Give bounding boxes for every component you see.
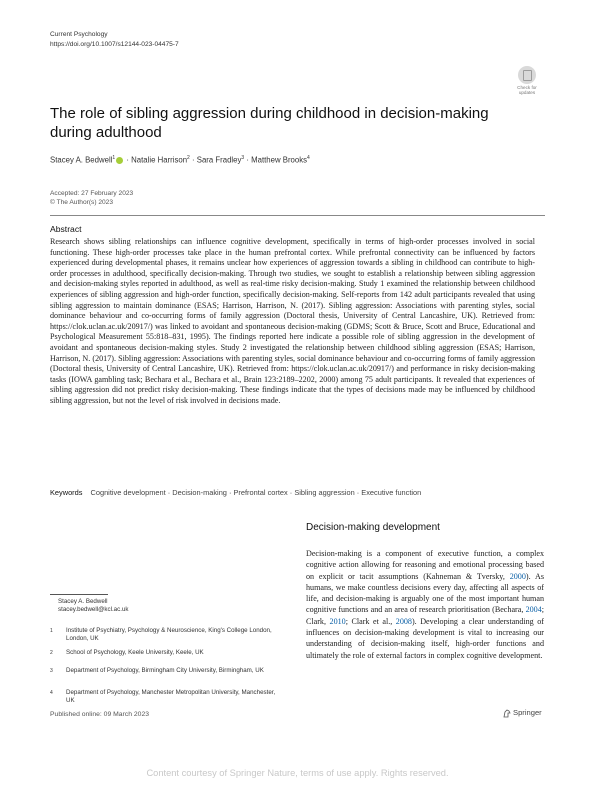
paragraph-text: ). Developing a clear understanding of influences on decision-making development is vital to increasing our understanding of decision-making itself, high-order functions and ultimately the role of external factors in complex cognitive development. bbox=[306, 616, 544, 660]
keywords-label: Keywords bbox=[50, 488, 83, 497]
affiliation-number: 3 bbox=[50, 668, 53, 674]
author-name[interactable]: Sara Fradley bbox=[196, 155, 242, 165]
section-paragraph bbox=[306, 548, 544, 661]
paragraph-text: ; Clark, bbox=[306, 605, 544, 626]
springer-horse-icon bbox=[503, 709, 511, 718]
update-icon bbox=[518, 66, 536, 84]
article-title: The role of sibling aggression during childhood in decision-making during adulthood bbox=[50, 105, 489, 141]
keyword-term: Cognitive development bbox=[90, 488, 166, 497]
article-dates bbox=[50, 189, 133, 207]
affiliation: Department of Psychology, Birmingham City University, Birmingham, UK bbox=[66, 667, 264, 674]
affiliation-number: 1 bbox=[50, 628, 53, 634]
citation-link[interactable]: 2004 bbox=[525, 605, 542, 615]
doi-link[interactable]: https://doi.org/10.1007/s12144-023-04475-7 bbox=[50, 40, 179, 48]
abstract-heading: Abstract bbox=[50, 224, 82, 234]
keywords: Keywords Cognitive development · Decision-making · Prefrontal cortex · Sibling aggression · Executive function bbox=[50, 488, 422, 497]
orcid-icon[interactable] bbox=[116, 157, 123, 164]
citation-link[interactable]: 2008 bbox=[395, 616, 412, 626]
keyword-term: Executive function bbox=[361, 488, 422, 497]
journal-name: Current Psychology bbox=[50, 31, 108, 38]
footnote-divider bbox=[50, 594, 108, 595]
affiliation: Department of Psychology, Manchester Metropolitan University, Manchester, UK bbox=[66, 689, 276, 704]
affiliation: School of Psychology, Keele University, Keele, UK bbox=[66, 649, 204, 656]
keyword-term: Sibling aggression bbox=[294, 488, 355, 497]
author-affiliation-number: 2 bbox=[187, 155, 190, 161]
copyright-line: © The Author(s) 2023 bbox=[50, 199, 114, 207]
keyword-term: Decision-making bbox=[172, 488, 227, 497]
paragraph-text: ). As humans, we make countless decisions every day, affecting all aspects of life, and decision-making is arguably one of the most important human cognitive functions and an area of research prioritisation (Bechara, bbox=[306, 571, 544, 615]
correspondence bbox=[58, 598, 258, 614]
citation-link[interactable]: 2000 bbox=[509, 571, 526, 581]
published-date: Published online: 09 March 2023 bbox=[50, 711, 149, 718]
citation-link[interactable]: 2010 bbox=[329, 616, 346, 626]
affiliation: Institute of Psychiatry, Psychology & Neuroscience, King's College London, London, UK bbox=[66, 627, 272, 642]
paragraph-text: Decision-making is a component of executive function, a complex cognitive action allowing for reasoning and emotional processing based on explicit or tacit assumptions (Kahneman & Tversky, bbox=[306, 549, 544, 581]
check-for-updates-badge[interactable] bbox=[510, 66, 544, 96]
author-name[interactable]: Stacey A. Bedwell bbox=[50, 155, 113, 165]
author-name[interactable]: Natalie Harrison bbox=[131, 155, 188, 165]
author-list: Stacey A. Bedwell$^1$ · Natalie Harrison$^2$ · Sara Fradley$^3$ · Matthew Brooks$^4$ bbox=[50, 155, 310, 165]
affiliation-number: 4 bbox=[50, 690, 53, 696]
publisher-name: Springer bbox=[513, 708, 542, 717]
divider bbox=[50, 215, 545, 216]
journal-header bbox=[50, 30, 179, 49]
publisher-logo bbox=[503, 708, 542, 718]
accepted-date: Accepted: 27 February 2023 bbox=[50, 190, 134, 197]
paragraph-text: ; Clark et al., bbox=[345, 616, 396, 626]
author-affiliation-number: 4 bbox=[307, 155, 310, 161]
badge-label: Check for updates bbox=[517, 85, 537, 96]
correspondence-email[interactable]: stacey.bedwell@kcl.ac.uk bbox=[58, 606, 129, 613]
keyword-term: Prefrontal cortex bbox=[233, 488, 288, 497]
correspondence-name: Stacey A. Bedwell bbox=[58, 598, 108, 605]
author-name[interactable]: Matthew Brooks bbox=[251, 155, 308, 165]
courtesy-watermark: Content courtesy of Springer Nature, terms of use apply. Rights reserved. bbox=[146, 768, 449, 778]
section-heading: Decision-making development bbox=[306, 522, 440, 533]
author-affiliation-number: 3 bbox=[241, 155, 245, 161]
affiliation-number: 2 bbox=[50, 650, 53, 656]
author-affiliation-number: 1 bbox=[112, 155, 116, 161]
abstract-text: Research shows sibling relationships can influence cognitive development, specifically in terms of high-order processes involved in social functioning. These high-order processes take place in the human prefrontal cortex. While prefrontal connectivity can be influenced by factors experienced during developmental phases, it remains unclear how experiences of aggression towards a sibling in childhood can contribute to high-order processes in adulthood, specifically decision-making. Through two studies, we sought to establish a relationship between sibling aggression and decision-making styles reported in adulthood, as well as real-time risky decision-making. Study 1 examined the relationship between childhood experiences of sibling aggression and high-order function, specifically decision-making. Self-reports from 142 adult participants revealed that using sibling aggression to maintain dominance (ESAS; Harrison, Harrison, N. (2017). Sibling aggression: Associations with parenting styles, social dominance behaviour and co-occurring forms of family aggression (Doctoral thesis, University of Central Lancashire, UK). Retrieved from: https://clok.uclan.ac.uk/20917/) was linked to avoidant and spontaneous decision-making (GDMS; Scott & Bruce, Scott and Bruce, Educational and Psychological Measurement 55:818–831, 1995). The findings reported here indicate a possible role of sibling aggression in the development of avoidant and spontaneous decision-making styles. Study 2 investigated the relationship between childhood sibling aggression (ESAS; Harrison, Harrison, N. (2017). Sibling aggression: Associations with parenting styles, social dominance behaviour and co-occurring forms of family aggression (Doctoral thesis, University of Central Lancashire, UK). Retrieved from: https://clok.uclan.ac.uk/20917/) and performance in risky decision-making tasks (IOWA gambling task; Bechara et al., Bechara et al., Brain 123:2189–2202, 2000) among 75 adult participants. It revealed that experiences of sibling aggression did not predict risky decision-making. These findings indicate that the types of decisions made may be influenced by childhood sibling aggression, but not the level of risk involved in decisions made. bbox=[50, 237, 535, 405]
